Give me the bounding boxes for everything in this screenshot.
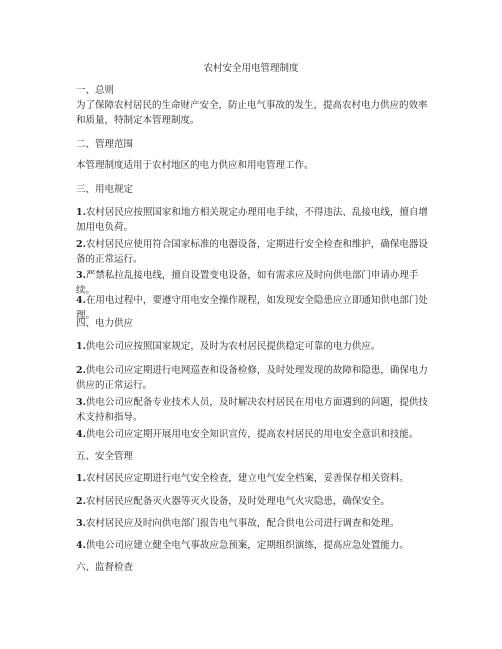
item-number: 3. [76, 270, 86, 281]
section-heading-scope: 二、管理范围 [76, 139, 134, 150]
safety-item [76, 494, 428, 509]
section-heading-general: 一、总则 [76, 85, 115, 96]
item-text: 农村居民应及时向供电部门报告电气事故，配合供电公司进行调查和处理。 [85, 518, 400, 529]
item-number: 3. [76, 397, 86, 408]
item-number: 2. [76, 496, 86, 507]
usage-rule-item [76, 205, 428, 235]
item-text: 严禁私拉乱接电线，擅自设置变电设备，如有需求应及时向供电部门申请办理手续。 [76, 270, 419, 296]
item-number: 4. [76, 540, 86, 551]
power-supply-item [76, 395, 428, 425]
power-supply-item [76, 339, 428, 354]
section-heading-power-supply: 四、电力供应 [76, 318, 134, 329]
safety-item [76, 538, 428, 553]
item-number: 2. [76, 365, 86, 376]
item-text: 供电公司应配备专业技术人员，及时解决农村居民在用电方面遇到的问题，提供技术支持和指导。 [76, 397, 428, 423]
section-heading-usage-rules: 三、用电规定 [76, 184, 134, 195]
usage-rule-item [76, 237, 428, 267]
item-number: 4. [76, 429, 86, 440]
item-text: 供电公司应定期进行电网巡查和设备检修，及时处理发现的故障和隐患，确保电力供应的正常运行。 [76, 365, 428, 391]
section-heading-safety-management: 五、安全管理 [76, 451, 134, 462]
item-text: 供电公司应按照国家规定，及时为农村居民提供稳定可靠的电力供应。 [85, 341, 381, 352]
item-text: 供电公司应建立健全电气事故应急预案，定期组织演练，提高应急处置能力。 [85, 540, 409, 551]
item-text: 农村居民应使用符合国家标准的电器设备，定期进行安全检查和维护，确保电器设备的正常运行。 [76, 239, 428, 265]
item-number: 4. [76, 295, 86, 306]
item-number: 3. [76, 518, 86, 529]
safety-item [76, 516, 428, 531]
section-heading-supervision: 六、监督检查 [76, 562, 134, 573]
power-supply-item [76, 363, 428, 393]
item-text: 在用电过程中，要遵守用电安全操作规程，如发现安全隐患应立即通知供电部门处理。 [76, 295, 428, 321]
power-supply-item [76, 427, 428, 442]
item-text: 农村居民应按照国家和地方相关规定办理用电手续，不得违法、乱接电线，擅自增加用电负荷。 [76, 207, 428, 233]
item-number: 1. [76, 207, 86, 218]
document-title: 农村安全用电管理制度 [203, 63, 299, 74]
item-number: 1. [76, 473, 86, 484]
item-number: 1. [76, 341, 86, 352]
item-number: 2. [76, 239, 86, 250]
item-text: 供电公司应定期开展用电安全知识宣传，提高农村居民的用电安全意识和技能。 [85, 429, 419, 440]
paragraph-general-purpose: 为了保障农村居民的生命财产安全，防止电气事故的发生，提高农村电力供应的效率和质量，特制定本管理制度。 [76, 100, 428, 126]
paragraph-scope: 本管理制度适用于农村地区的电力供应和用电管理工作。 [76, 160, 314, 171]
item-text: 农村居民应配备灭火器等灭火设备，及时处理电气火灾隐患，确保安全。 [85, 496, 390, 507]
safety-item [76, 471, 428, 486]
item-text: 农村居民应定期进行电气安全检查，建立电气安全档案，妥善保存相关资料。 [85, 473, 409, 484]
